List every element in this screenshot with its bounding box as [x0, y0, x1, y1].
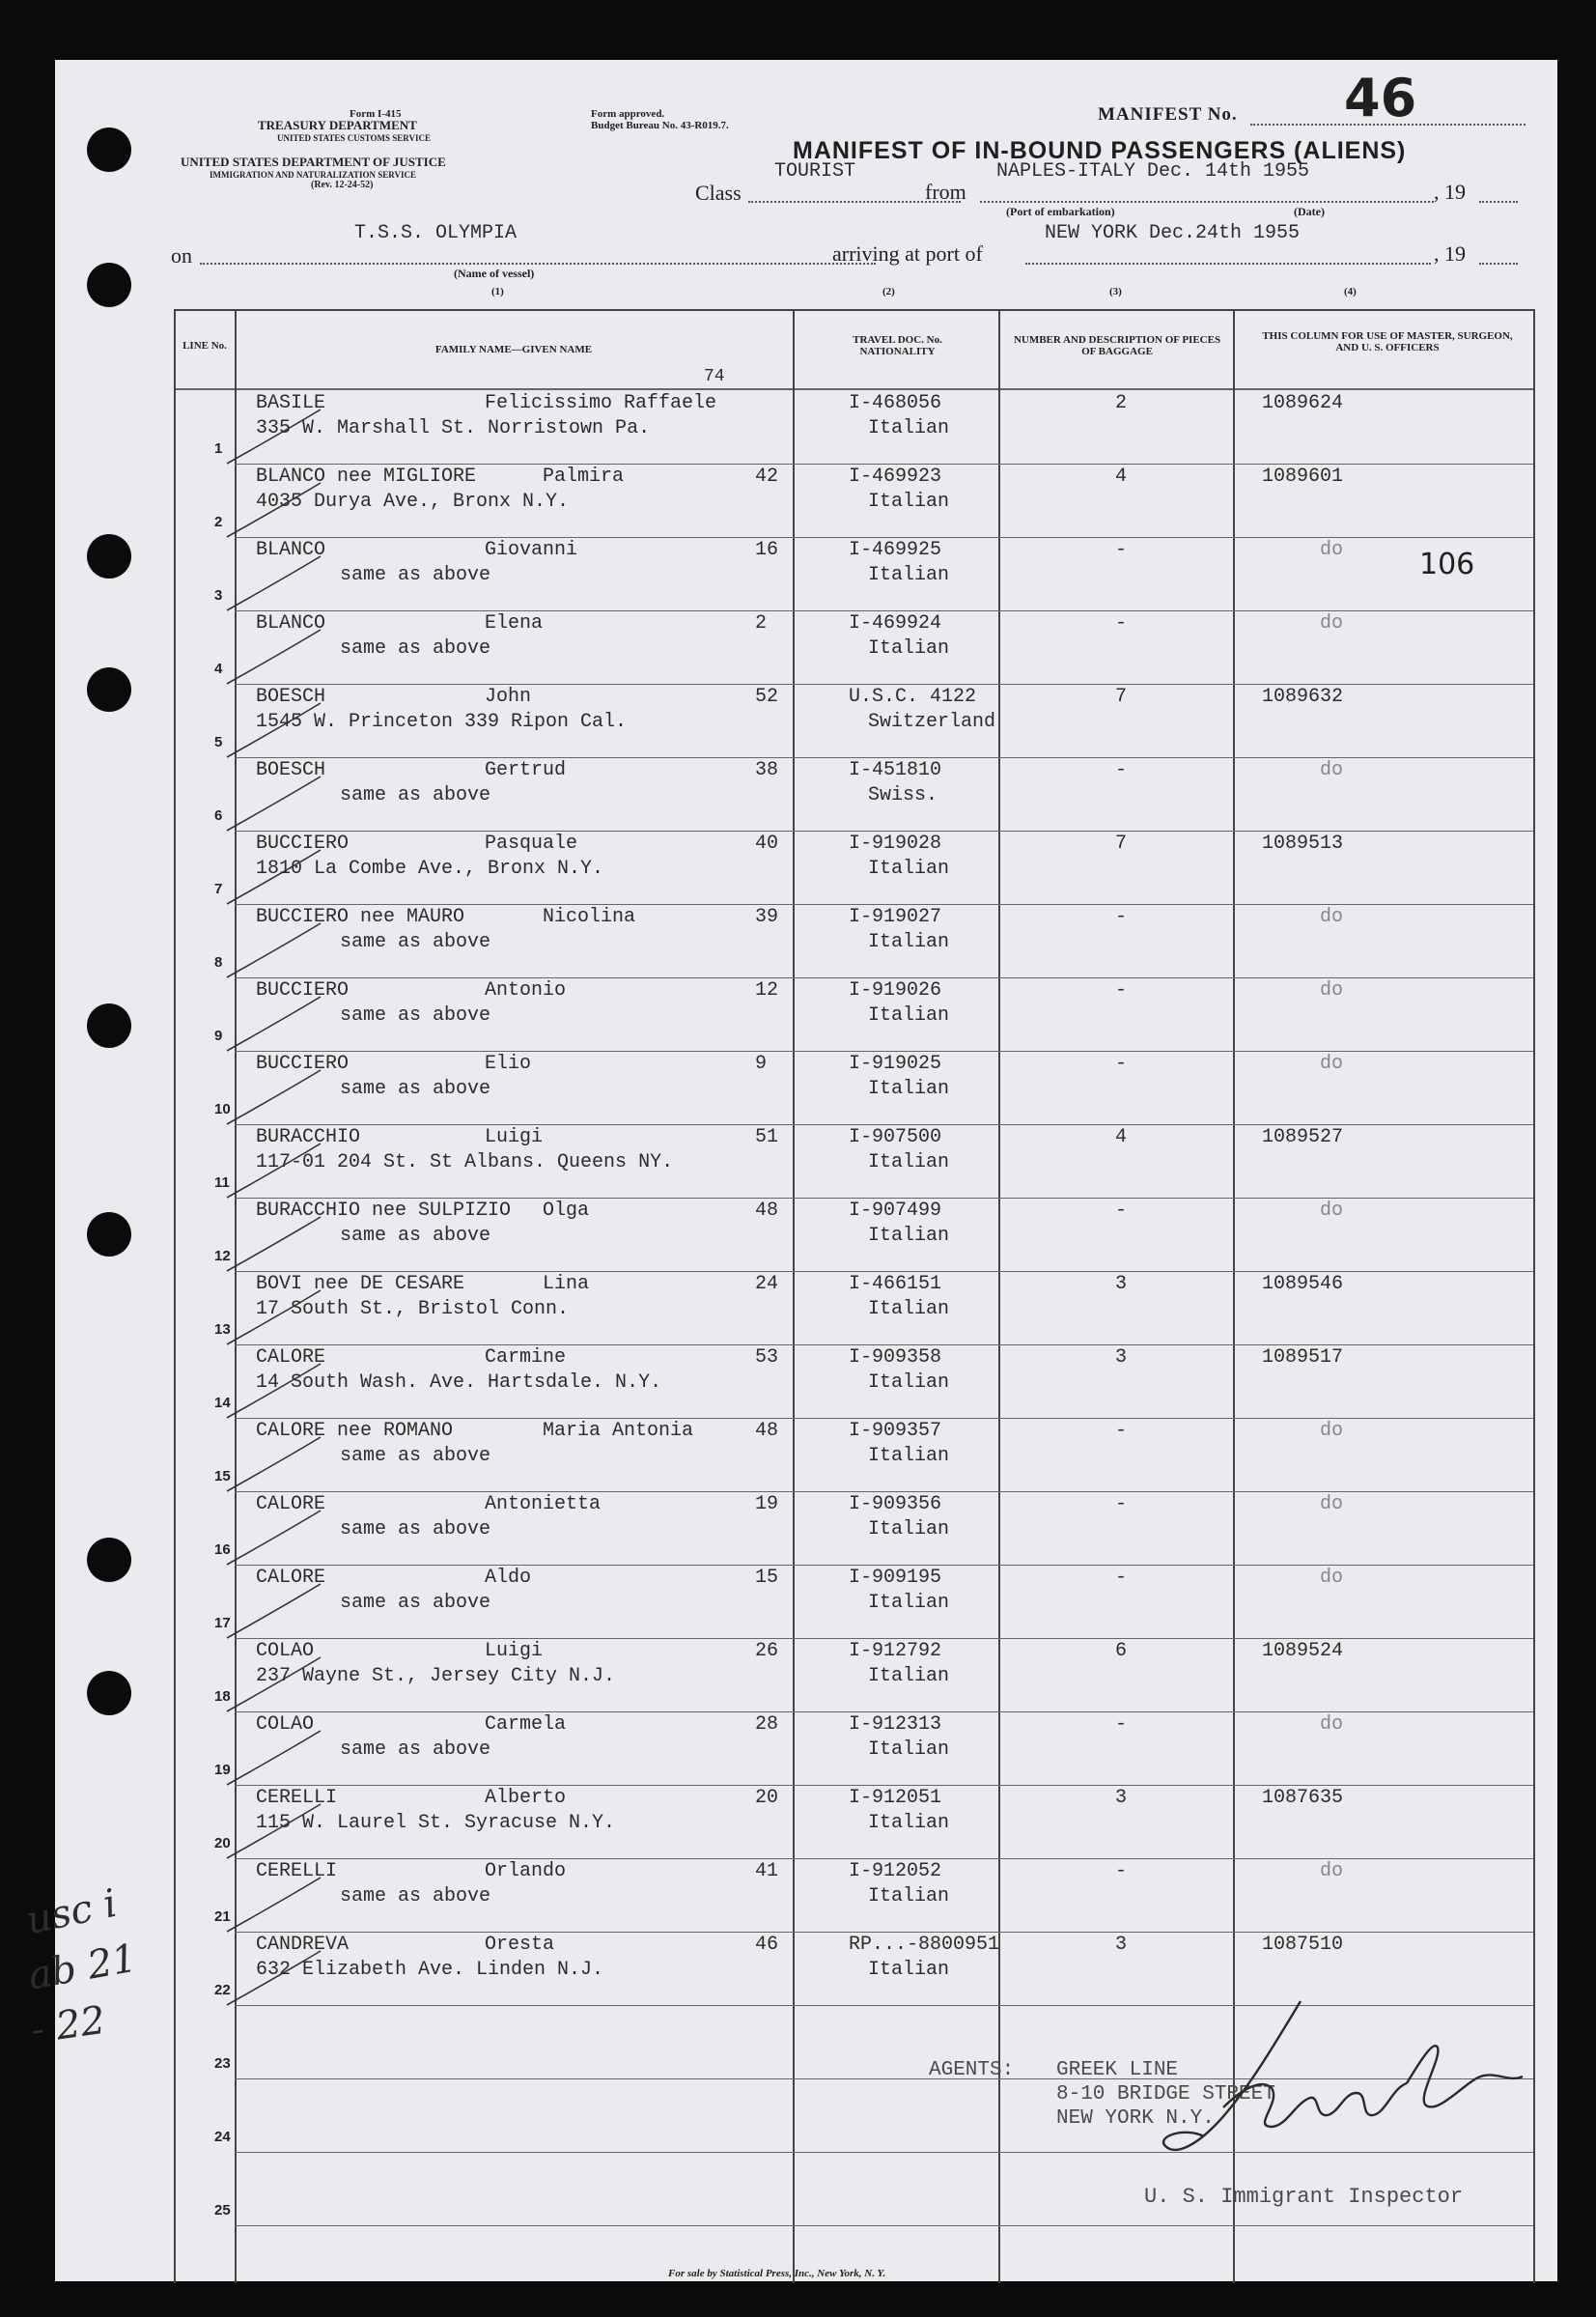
baggage-count: -: [1115, 539, 1128, 561]
nationality: Swiss.: [868, 784, 938, 806]
punch-hole: [87, 534, 131, 579]
travel-doc-number: I-919028: [849, 833, 942, 855]
col-num-3: (3): [1109, 286, 1122, 297]
agents-label: AGENTS:: [929, 2059, 1015, 2081]
age: 2: [755, 612, 768, 635]
address: same as above: [340, 1225, 491, 1247]
travel-doc-number: I-912313: [849, 1713, 942, 1736]
baggage-count: 4: [1115, 1126, 1128, 1148]
baggage-count: -: [1115, 612, 1128, 635]
margin-note-3: - 22: [28, 1997, 108, 2053]
nationality: Italian: [868, 637, 950, 660]
col-num-4: (4): [1344, 286, 1357, 297]
age: 15: [755, 1567, 779, 1589]
table-row-divider: [235, 831, 1533, 832]
officer-number: 1089632: [1262, 686, 1344, 708]
date-caption: (Date): [1294, 205, 1325, 218]
col-num-2: (2): [882, 286, 895, 297]
family-name: BURACCHIO: [256, 1126, 361, 1148]
officer-number: 1089546: [1262, 1273, 1344, 1295]
age: 9: [755, 1053, 768, 1075]
family-name: COLAO: [256, 1640, 315, 1662]
travel-doc-number: I-468056: [849, 392, 942, 414]
left-border: [174, 309, 176, 2283]
nationality: Italian: [868, 1592, 950, 1614]
family-name: BURACCHIO nee SULPIZIO: [256, 1200, 512, 1222]
given-name: Carmela: [485, 1713, 567, 1736]
age: 42: [755, 466, 779, 488]
line-number: 24: [214, 2129, 231, 2145]
port-embark-caption: (Port of embarkation): [1006, 205, 1115, 218]
family-name: BOESCH: [256, 686, 326, 708]
vessel-caption: (Name of vessel): [454, 267, 535, 280]
officer-number: 1089513: [1262, 833, 1344, 855]
officer-number: 1087510: [1262, 1934, 1344, 1956]
address: same as above: [340, 1004, 491, 1027]
given-name: Antonietta: [485, 1493, 602, 1515]
travel-doc-number: I-451810: [849, 759, 942, 781]
age: 53: [755, 1346, 779, 1369]
inspector-signature: [1078, 1992, 1532, 2185]
family-name: CALORE: [256, 1346, 326, 1369]
family-name: BLANCO: [256, 612, 326, 635]
nationality: Italian: [868, 1738, 950, 1761]
header-bottom-line: [174, 388, 1533, 390]
check-mark: [219, 1949, 325, 2017]
officer-number: do: [1320, 979, 1344, 1002]
given-name: Palmira: [543, 466, 625, 488]
table-top-line: [174, 309, 1533, 311]
baggage-count: -: [1115, 1567, 1128, 1589]
punch-hole: [87, 1671, 131, 1715]
line-number: 6: [214, 807, 223, 824]
address: same as above: [340, 1592, 491, 1614]
age: 26: [755, 1640, 779, 1662]
baggage-count: 4: [1115, 466, 1128, 488]
from-label: from: [925, 180, 966, 204]
year-line-b: [1479, 263, 1518, 265]
family-name: CALORE: [256, 1567, 326, 1589]
form-number: Form I-415: [350, 108, 402, 120]
punch-hole: [87, 1212, 131, 1257]
doc-col-divider: [998, 309, 1000, 2283]
address: same as above: [340, 931, 491, 953]
baggage-count: 7: [1115, 833, 1128, 855]
manifest-number: 46: [1344, 68, 1417, 128]
table-row-divider: [235, 1124, 1533, 1125]
table-row-divider: [235, 1932, 1533, 1933]
travel-doc-number: I-919027: [849, 906, 942, 928]
travel-doc-number: I-909195: [849, 1567, 942, 1589]
age: 38: [755, 759, 779, 781]
agents-line-3: NEW YORK N.Y.: [1056, 2107, 1215, 2130]
punch-hole: [87, 263, 131, 307]
travel-doc-number: I-912792: [849, 1640, 942, 1662]
officer-number: 1089524: [1262, 1640, 1344, 1662]
line-number: 25: [214, 2202, 231, 2218]
nationality: Italian: [868, 1225, 950, 1247]
table-row-divider: [235, 1271, 1533, 1272]
form-approved: Form approved.: [591, 108, 665, 120]
family-name: BUCCIERO: [256, 1053, 350, 1075]
travel-doc-number: RP...-8800951: [849, 1934, 1000, 1956]
given-name: Carmine: [485, 1346, 567, 1369]
vessel-line: [200, 263, 876, 265]
line-number: 10: [214, 1101, 231, 1117]
nationality: Italian: [868, 1371, 950, 1394]
family-name: BOESCH: [256, 759, 326, 781]
agents-line-1: GREEK LINE: [1056, 2059, 1179, 2081]
baggage-count: 7: [1115, 686, 1128, 708]
line-number: 23: [214, 2055, 231, 2072]
table-row-divider: [235, 1198, 1533, 1199]
class-value: TOURIST: [774, 160, 856, 183]
punch-hole: [87, 127, 131, 172]
given-name: Olga: [543, 1200, 590, 1222]
given-name: Maria Antonia: [543, 1420, 694, 1442]
family-name: BOVI nee DE CESARE: [256, 1273, 465, 1295]
given-name: Oresta: [485, 1934, 555, 1956]
age: 48: [755, 1200, 779, 1222]
age: 48: [755, 1420, 779, 1442]
family-name: CANDREVA: [256, 1934, 350, 1956]
line-number: 11: [214, 1174, 230, 1191]
officer-number: do: [1320, 1860, 1344, 1882]
nationality: Italian: [868, 1812, 950, 1834]
table-row-divider: [235, 1785, 1533, 1786]
name-col-divider: [793, 309, 795, 2283]
nationality: Italian: [868, 491, 950, 513]
line-number: 19: [214, 1762, 231, 1778]
officer-number: 1089601: [1262, 466, 1344, 488]
table-row-divider: [235, 904, 1533, 905]
travel-doc-number: I-469924: [849, 612, 942, 635]
age: 39: [755, 906, 779, 928]
given-name: Orlando: [485, 1860, 567, 1882]
age: 19: [755, 1493, 779, 1515]
nationality: Italian: [868, 564, 950, 586]
officer-number: do: [1320, 539, 1344, 561]
baggage-count: 3: [1115, 1273, 1128, 1295]
address: 1810 La Combe Ave., Bronx N.Y.: [256, 858, 604, 880]
given-name: Lina: [543, 1273, 590, 1295]
table-row-divider: [235, 1858, 1533, 1859]
travel-doc-number: I-466151: [849, 1273, 942, 1295]
table-row-divider: [235, 1711, 1533, 1712]
given-name: Giovanni: [485, 539, 578, 561]
officer-number: do: [1320, 906, 1344, 928]
officer-number: do: [1320, 1420, 1344, 1442]
line-number: 13: [214, 1321, 231, 1338]
family-name: BASILE: [256, 392, 326, 414]
address: same as above: [340, 1885, 491, 1907]
revision: (Rev. 12-24-52): [311, 180, 374, 190]
baggage-count: -: [1115, 1053, 1128, 1075]
baggage-count: -: [1115, 1420, 1128, 1442]
age: 20: [755, 1787, 779, 1809]
table-row-divider: [235, 464, 1533, 465]
address: same as above: [340, 1518, 491, 1540]
from-value: NAPLES-ITALY Dec. 14th 1955: [996, 160, 1310, 183]
line-number: 18: [214, 1688, 231, 1705]
baggage-count: -: [1115, 979, 1128, 1002]
baggage-count: -: [1115, 1493, 1128, 1515]
travel-doc-number: I-909356: [849, 1493, 942, 1515]
travel-doc-number: U.S.C. 4122: [849, 686, 977, 708]
line-number: 7: [214, 881, 223, 897]
baggage-count: 2: [1115, 392, 1128, 414]
family-name: CALORE nee ROMANO: [256, 1420, 454, 1442]
given-name: Luigi: [485, 1126, 544, 1148]
age: 12: [755, 979, 779, 1002]
line-number: 22: [214, 1982, 231, 1998]
officer-number: do: [1320, 1567, 1344, 1589]
given-name: Antonio: [485, 979, 567, 1002]
class-label: Class: [695, 181, 742, 205]
travel-doc-number: I-912051: [849, 1787, 942, 1809]
age: 40: [755, 833, 779, 855]
given-name: Luigi: [485, 1640, 544, 1662]
address: same as above: [340, 637, 491, 660]
line-number: 21: [214, 1908, 231, 1925]
margin-note-2: ab 21: [24, 1936, 141, 1999]
age: 46: [755, 1934, 779, 1956]
table-row-divider: [235, 684, 1533, 685]
manifest-no-label: MANIFEST No.: [1098, 104, 1238, 125]
address: 632 Elizabeth Ave. Linden N.J.: [256, 1959, 604, 1981]
line-number: 3: [214, 587, 223, 604]
line-number: 15: [214, 1468, 231, 1484]
nationality: Switzerland: [868, 711, 996, 733]
address: same as above: [340, 784, 491, 806]
baggage-count: 3: [1115, 1934, 1128, 1956]
table-row-divider: [235, 1418, 1533, 1419]
from-line: [980, 201, 1434, 203]
family-name: BUCCIERO: [256, 979, 350, 1002]
table-row-divider: [235, 1565, 1533, 1566]
year-19-a: , 19: [1434, 180, 1466, 204]
baggage-col-divider: [1233, 309, 1235, 2283]
col-header-line-no: LINE No.: [182, 340, 227, 352]
treasury-dept: TREASURY DEPARTMENT: [258, 118, 417, 132]
address: 4035 Durya Ave., Bronx N.Y.: [256, 491, 570, 513]
table-row-divider: [235, 1638, 1533, 1639]
budget-bureau: Budget Bureau No. 43-R019.7.: [591, 120, 729, 131]
officer-number: 1089517: [1262, 1346, 1344, 1369]
age: 51: [755, 1126, 779, 1148]
address: 237 Wayne St., Jersey City N.J.: [256, 1665, 616, 1687]
address: same as above: [340, 564, 491, 586]
line-number: 2: [214, 514, 223, 530]
baggage-count: -: [1115, 759, 1128, 781]
table-row-divider: [235, 2225, 1533, 2226]
footer-publisher: For sale by Statistical Press, Inc., New York, N. Y.: [668, 2268, 886, 2279]
inspector-title: U. S. Immigrant Inspector: [1144, 2185, 1464, 2209]
line-number: 17: [214, 1615, 231, 1631]
address: 17 South St., Bristol Conn.: [256, 1298, 570, 1320]
nationality: Italian: [868, 1959, 950, 1981]
customs-service: UNITED STATES CUSTOMS SERVICE: [277, 133, 431, 143]
line-number: 1: [214, 440, 223, 457]
travel-doc-number: I-919026: [849, 979, 942, 1002]
col-header-baggage: NUMBER AND DESCRIPTION OF PIECES OF BAGGAGE: [1013, 334, 1221, 357]
manifest-sheet: [22, 60, 1557, 2281]
travel-doc-number: I-907499: [849, 1200, 942, 1222]
margin-note-1: usc i: [22, 1880, 121, 1944]
travel-doc-number: I-469925: [849, 539, 942, 561]
table-row-divider: [235, 757, 1533, 758]
arrival-line: [1025, 263, 1431, 265]
age: 28: [755, 1713, 779, 1736]
officer-number: do: [1320, 612, 1344, 635]
family-name: BLANCO: [256, 539, 326, 561]
line-number: 12: [214, 1248, 231, 1264]
nationality: Italian: [868, 1151, 950, 1173]
nationality: Italian: [868, 1004, 950, 1027]
given-name: Elio: [485, 1053, 532, 1075]
table-row-divider: [235, 977, 1533, 978]
baggage-count: -: [1115, 1713, 1128, 1736]
family-name: COLAO: [256, 1713, 315, 1736]
baggage-count: 6: [1115, 1640, 1128, 1662]
address: 115 W. Laurel St. Syracuse N.Y.: [256, 1812, 616, 1834]
officer-number: 1089527: [1262, 1126, 1344, 1148]
line-number: 9: [214, 1028, 223, 1044]
baggage-count: 3: [1115, 1346, 1128, 1369]
age: 41: [755, 1860, 779, 1882]
travel-doc-number: I-912052: [849, 1860, 942, 1882]
baggage-count: -: [1115, 906, 1128, 928]
family-name: BUCCIERO nee MAURO: [256, 906, 465, 928]
col-header-officers: THIS COLUMN FOR USE OF MASTER, SURGEON, AND U. S. OFFICERS: [1262, 330, 1513, 353]
punch-hole: [87, 1003, 131, 1048]
nationality: Italian: [868, 1665, 950, 1687]
arriving-label: arriving at port of: [832, 241, 983, 266]
nationality: Italian: [868, 1518, 950, 1540]
table-row-divider: [235, 1051, 1533, 1052]
ins-service: IMMIGRATION AND NATURALIZATION SERVICE: [210, 170, 416, 180]
line-number: 14: [214, 1395, 231, 1411]
agents-line-2: 8-10 BRIDGE STREET: [1056, 2083, 1275, 2105]
manifest-title: MANIFEST OF IN-BOUND PASSENGERS (ALIENS): [793, 137, 1407, 164]
nationality: Italian: [868, 858, 950, 880]
given-name: Gertrud: [485, 759, 567, 781]
address: 117-01 204 St. St Albans. Queens NY.: [256, 1151, 674, 1173]
year-19-b: , 19: [1434, 241, 1466, 266]
table-row-divider: [235, 1344, 1533, 1345]
nationality: Italian: [868, 417, 950, 439]
name-header-note: 74: [704, 367, 725, 386]
col-header-name: FAMILY NAME—GIVEN NAME: [434, 344, 593, 355]
punch-hole: [87, 667, 131, 712]
officer-number: 1087635: [1262, 1787, 1344, 1809]
nationality: Italian: [868, 931, 950, 953]
family-name: CALORE: [256, 1493, 326, 1515]
age: 24: [755, 1273, 779, 1295]
on-label: on: [171, 243, 192, 268]
line-number: 16: [214, 1541, 231, 1558]
given-name: Felicissimo Raffaele: [485, 392, 717, 414]
baggage-count: -: [1115, 1860, 1128, 1882]
address: 335 W. Marshall St. Norristown Pa.: [256, 417, 651, 439]
age: 52: [755, 686, 779, 708]
baggage-count: 3: [1115, 1787, 1128, 1809]
address: same as above: [340, 1738, 491, 1761]
line-number: 4: [214, 661, 223, 677]
family-name: CERELLI: [256, 1787, 338, 1809]
table-row-divider: [235, 1491, 1533, 1492]
officer-number: 1089624: [1262, 392, 1344, 414]
family-name: BUCCIERO: [256, 833, 350, 855]
given-name: Pasquale: [485, 833, 578, 855]
officer-number: do: [1320, 1713, 1344, 1736]
officer-number: do: [1320, 1200, 1344, 1222]
travel-doc-number: I-909358: [849, 1346, 942, 1369]
given-name: John: [485, 686, 532, 708]
travel-doc-number: I-909357: [849, 1420, 942, 1442]
year-line-a: [1479, 201, 1518, 203]
officer-number: do: [1320, 759, 1344, 781]
officer-number: do: [1320, 1493, 1344, 1515]
officer-number: do: [1320, 1053, 1344, 1075]
punch-hole: [87, 1538, 131, 1582]
given-name: Alberto: [485, 1787, 567, 1809]
nationality: Italian: [868, 1078, 950, 1100]
address: 14 South Wash. Ave. Hartsdale. N.Y.: [256, 1371, 662, 1394]
justice-dept: UNITED STATES DEPARTMENT OF JUSTICE: [181, 155, 446, 169]
line-number: 5: [214, 734, 223, 750]
col-num-1: (1): [491, 286, 504, 297]
line-number: 8: [214, 954, 223, 971]
given-name: Aldo: [485, 1567, 532, 1589]
address: same as above: [340, 1445, 491, 1467]
address: same as above: [340, 1078, 491, 1100]
side-page-number: 106: [1419, 548, 1475, 581]
right-border: [1533, 309, 1535, 2283]
travel-doc-number: I-919025: [849, 1053, 942, 1075]
table-row-divider: [235, 610, 1533, 611]
nationality: Italian: [868, 1445, 950, 1467]
age: 16: [755, 539, 779, 561]
col-header-travel-doc: TRAVEL DOC. No. NATIONALITY: [853, 334, 942, 357]
family-name: BLANCO nee MIGLIORE: [256, 466, 477, 488]
given-name: Nicolina: [543, 906, 636, 928]
baggage-count: -: [1115, 1200, 1128, 1222]
travel-doc-number: I-469923: [849, 466, 942, 488]
nationality: Italian: [868, 1885, 950, 1907]
vessel-name: T.S.S. OLYMPIA: [354, 222, 518, 244]
given-name: Elena: [485, 612, 544, 635]
nationality: Italian: [868, 1298, 950, 1320]
line-number: 20: [214, 1835, 231, 1851]
arrival-value: NEW YORK Dec.24th 1955: [1045, 222, 1301, 244]
family-name: CERELLI: [256, 1860, 338, 1882]
table-row-divider: [235, 537, 1533, 538]
address: 1545 W. Princeton 339 Ripon Cal.: [256, 711, 628, 733]
travel-doc-number: I-907500: [849, 1126, 942, 1148]
